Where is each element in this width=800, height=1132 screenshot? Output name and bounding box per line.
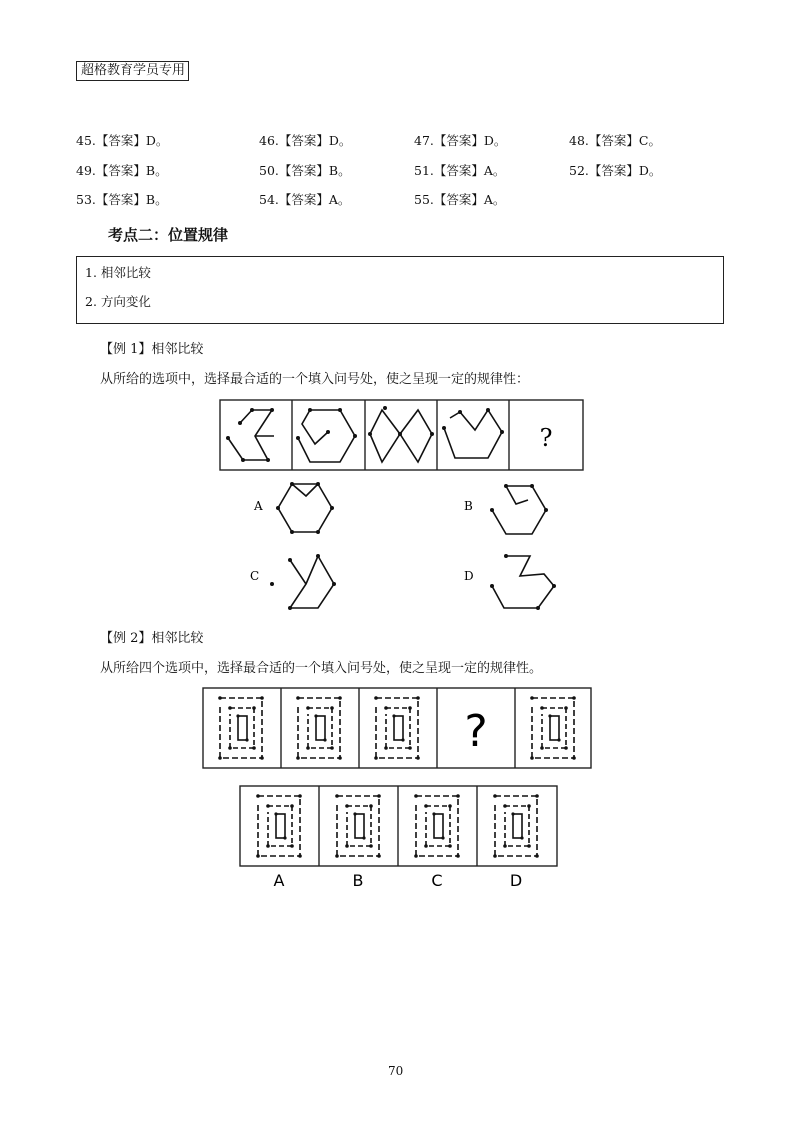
answer-item: 53.【答案】B。 (76, 192, 168, 207)
example2-figure (200, 684, 600, 894)
answer-item: 50.【答案】B。 (259, 163, 351, 178)
page-number: 70 (388, 1064, 404, 1078)
section-summary-box (76, 256, 724, 324)
example1-option-a (276, 482, 334, 534)
answer-item: 51.【答案】A。 (414, 163, 506, 178)
section-title: 考点二：位置规律 (108, 226, 229, 244)
summary-item: 2. 方向变化 (85, 294, 151, 309)
example1-option-label: B (464, 499, 473, 513)
example1-option-label: D (464, 569, 474, 583)
example1-question-mark: ? (539, 424, 553, 452)
example2-panel-3 (374, 696, 420, 760)
example2-option-d (493, 794, 539, 858)
example1-title: 【例 1】相邻比较 (100, 342, 204, 357)
answer-item: 45.【答案】D。 (76, 133, 169, 148)
answer-item: 55.【答案】A。 (414, 192, 506, 207)
answer-item: 47.【答案】D。 (414, 133, 507, 148)
example1-option-b (490, 484, 548, 534)
example1-panel-3 (368, 406, 434, 462)
answer-item: 49.【答案】B。 (76, 163, 168, 178)
example2-option-label: C (431, 871, 443, 890)
summary-item: 1. 相邻比较 (85, 265, 151, 280)
example2-question: 从所给四个选项中，选择最合适的一个填入问号处，使之呈现一定的规律性。 (100, 661, 543, 676)
example2-option-a (256, 794, 302, 858)
example2-option-label: A (273, 871, 285, 890)
answer-item: 46.【答案】D。 (259, 133, 352, 148)
example2-option-label: B (352, 871, 364, 890)
example2-question-mark: ? (464, 706, 488, 757)
example2-panel-2 (296, 696, 342, 760)
example1-option-label: A (254, 499, 263, 513)
example1-question: 从所给的选项中，选择最合适的一个填入问号处，使之呈现一定的规律性： (100, 372, 530, 387)
example2-panel-1 (218, 696, 264, 760)
example2-option-c (414, 794, 460, 858)
answer-item: 54.【答案】A。 (259, 192, 351, 207)
example2-option-label: D (509, 871, 523, 890)
example1-option-label: C (250, 569, 260, 583)
example2-panel-5 (530, 696, 576, 760)
example1-panel-4 (442, 408, 504, 458)
example2-title: 【例 2】相邻比较 (100, 631, 204, 646)
example1-panel-2 (296, 408, 357, 462)
example1-panel-1 (226, 408, 274, 462)
header-tag: 超格教育学员专用 (76, 61, 189, 81)
example1-option-c (288, 554, 336, 610)
answer-item: 48.【答案】C。 (569, 133, 661, 148)
example2-option-b (335, 794, 381, 858)
example1-figure (210, 396, 590, 616)
answer-item: 52.【答案】D。 (569, 163, 662, 178)
example1-option-d (490, 554, 556, 610)
